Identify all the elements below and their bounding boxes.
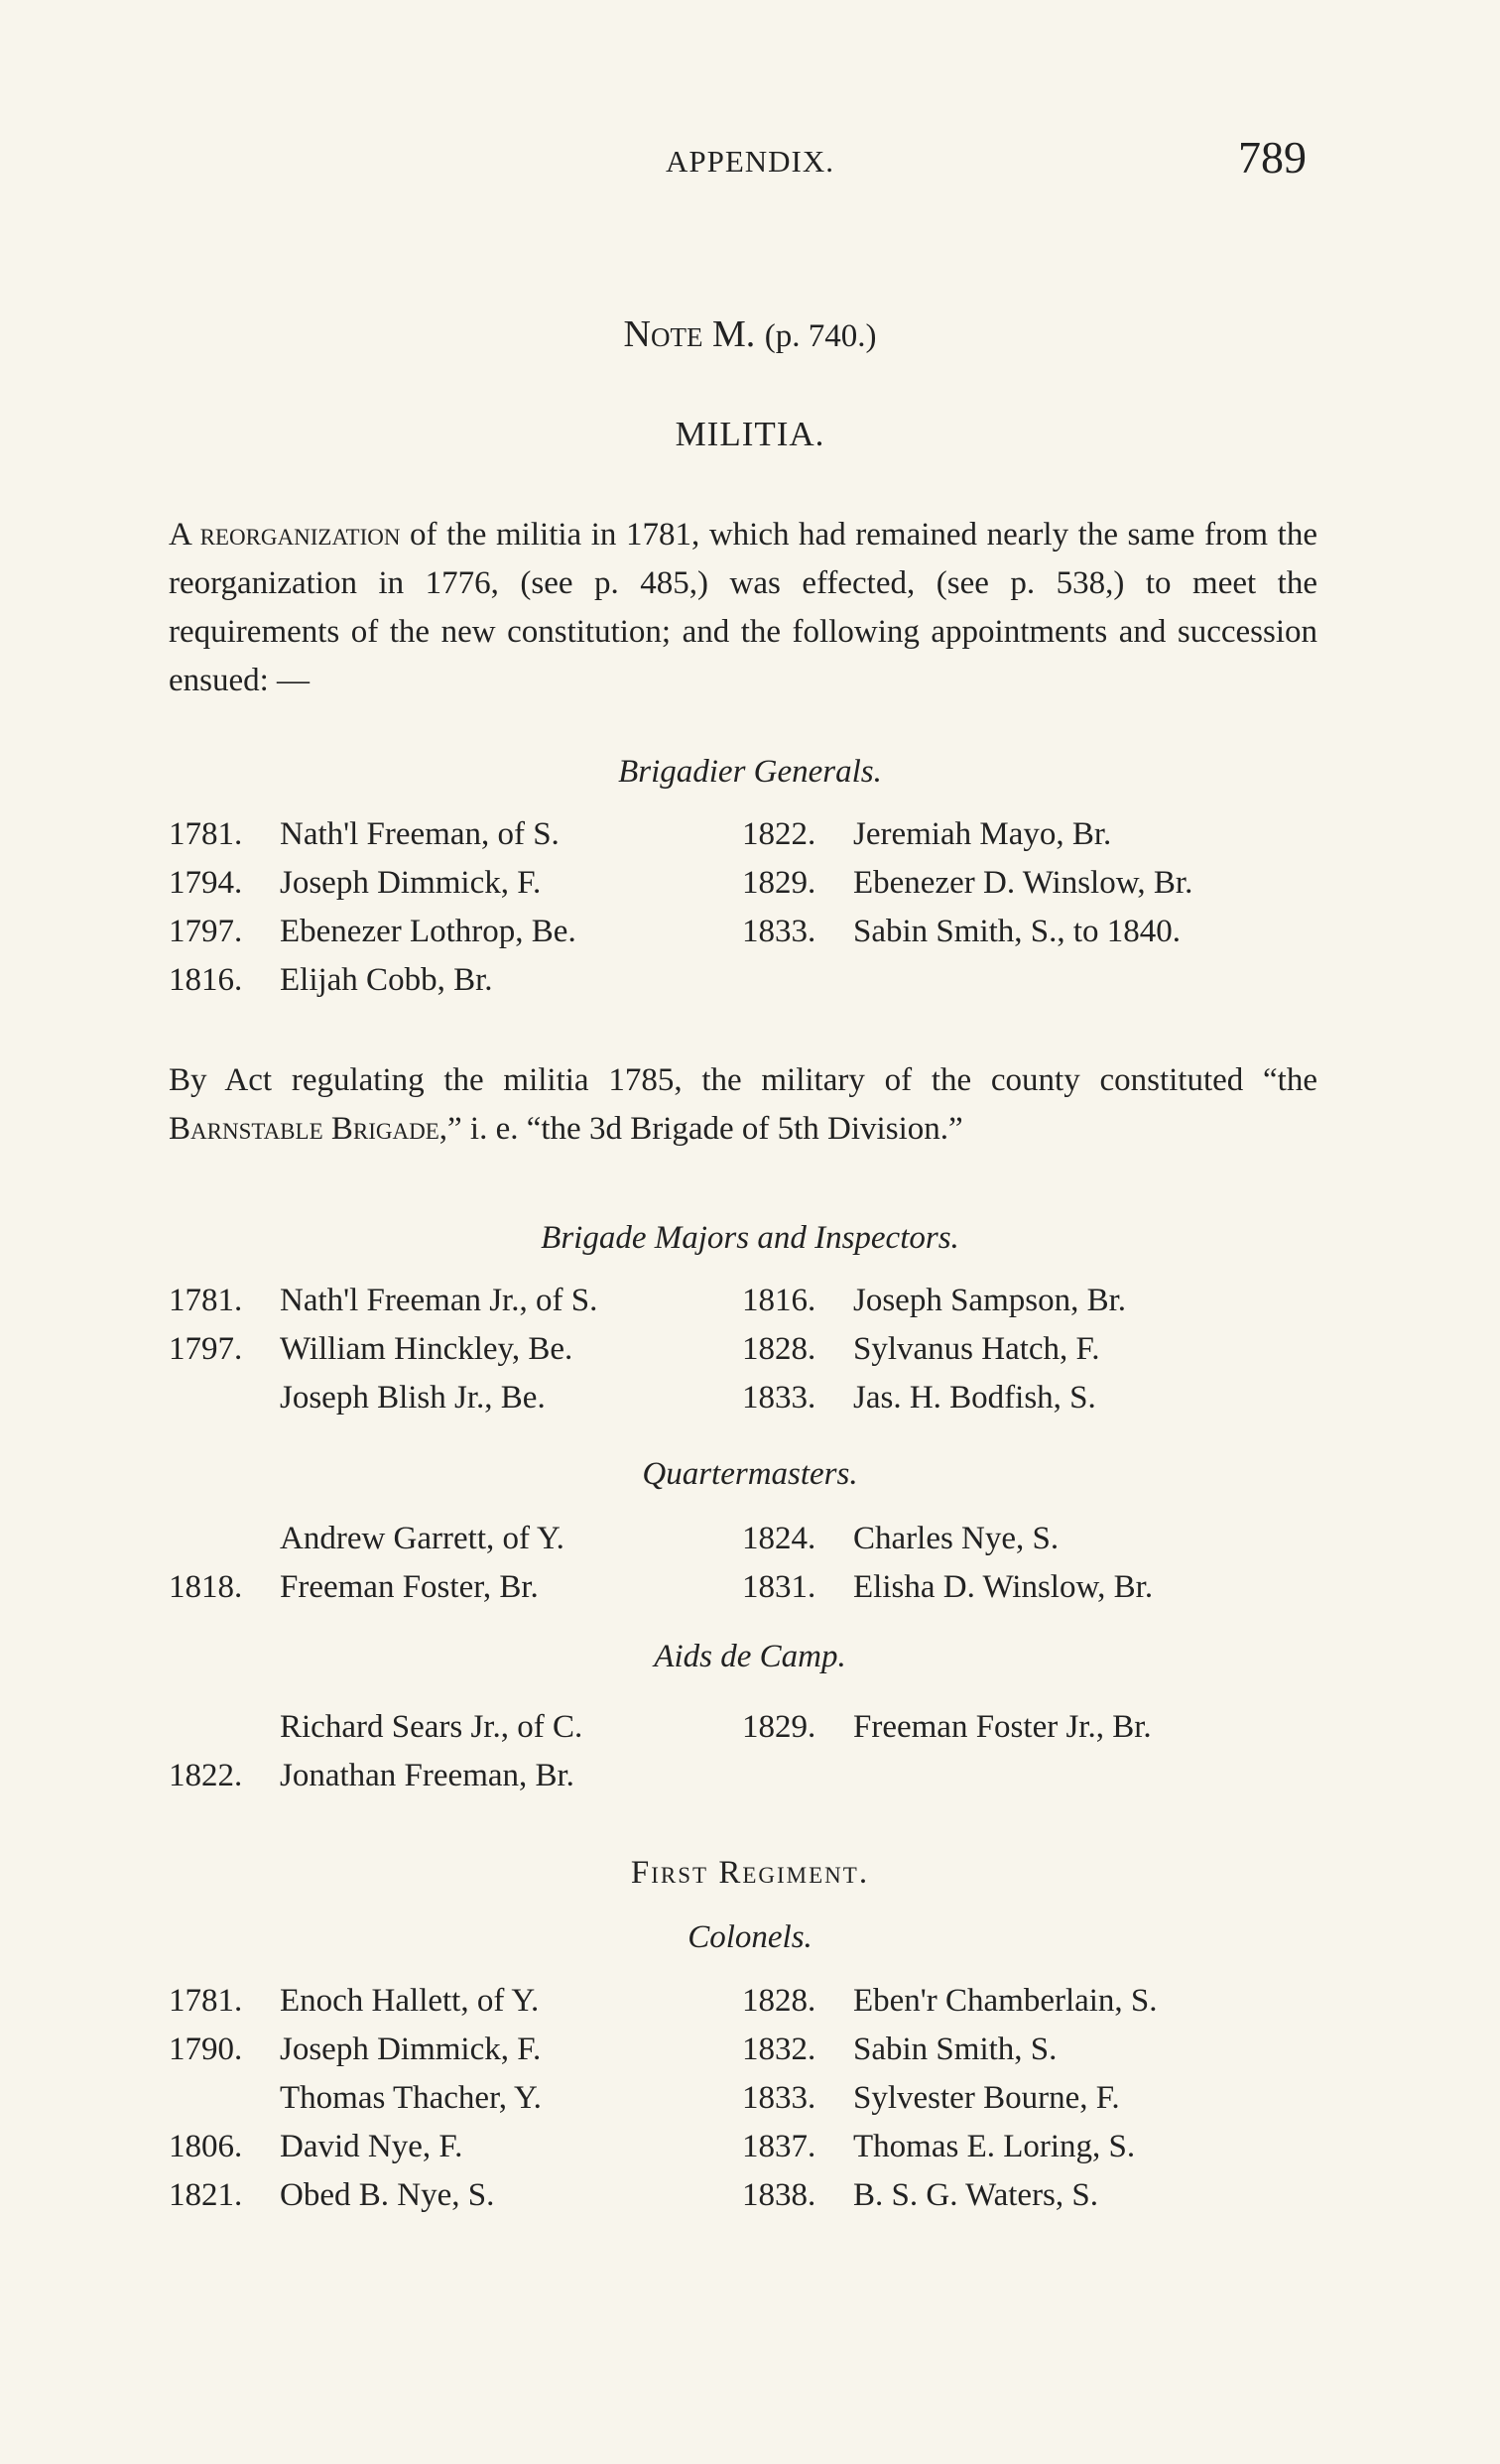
list-item [169, 1374, 546, 1422]
brigadier-generals-heading: Brigadier Generals. [618, 754, 882, 790]
entry-year: 1818. [169, 1569, 243, 1605]
act-brigade-name: Barnstable Brigade [169, 1111, 439, 1147]
entry-name: Sylvanus Hatch, F. [853, 1331, 1100, 1367]
entry-year: 1816. [742, 1283, 816, 1318]
intro-lead: A reorganization [169, 517, 401, 553]
list-item [742, 1325, 1100, 1374]
list-item [742, 908, 1181, 956]
list-item [169, 956, 493, 1005]
entry-name: Joseph Dimmick, F. [280, 865, 542, 901]
entry-year: 1781. [169, 1283, 243, 1318]
entry-year: 1831. [742, 1569, 816, 1605]
list-item [169, 1977, 539, 2026]
entry-name: Elisha D. Winslow, Br. [853, 1569, 1154, 1605]
intro-text: of the militia in 1781, which had remained nearly the same from the reorganization in 1776, (see p. 485,) was effected, (see p. 538,) to meet the requirements of the new constitution; and the following appointments and succession ensued: — [169, 517, 1317, 698]
entry-year: 1833. [742, 2080, 816, 2116]
act-text-2: ,” i. e. “the 3d Brigade of 5th Division.” [438, 1111, 963, 1147]
entry-name: Obed B. Nye, S. [280, 2177, 495, 2213]
list-item [169, 859, 541, 908]
list-item [742, 2123, 1135, 2171]
first-regiment-heading: First Regiment. [630, 1855, 870, 1891]
entry-name: Freeman Foster, Br. [280, 1569, 539, 1605]
entry-name: Andrew Garrett, of Y. [280, 1521, 564, 1556]
entry-name: Jas. H. Bodfish, S. [853, 1380, 1096, 1416]
entry-year: 1806. [169, 2129, 243, 2164]
entry-year: 1821. [169, 2177, 243, 2213]
list-item [742, 2026, 1057, 2074]
entry-name: Jeremiah Mayo, Br. [853, 816, 1112, 852]
entry-name: William Hinckley, Be. [280, 1331, 573, 1367]
list-item [742, 1515, 1059, 1563]
list-item [742, 2171, 1098, 2220]
entry-name: Sabin Smith, S. [853, 2032, 1058, 2067]
entry-name: Joseph Blish Jr., Be. [280, 1380, 546, 1416]
list-item [169, 2074, 542, 2123]
entry-year: 1822. [169, 1758, 243, 1793]
entry-name: David Nye, F. [280, 2129, 463, 2164]
entry-year: 1829. [742, 865, 816, 901]
list-item [742, 1977, 1158, 2026]
list-item [169, 1752, 574, 1800]
entry-year: 1824. [742, 1521, 816, 1556]
entry-name: Charles Nye, S. [853, 1521, 1060, 1556]
entry-name: Elijah Cobb, Br. [280, 962, 493, 998]
entry-year: 1828. [742, 1983, 816, 2019]
list-item [169, 1703, 582, 1752]
entry-year: 1794. [169, 865, 243, 901]
entry-name: Joseph Dimmick, F. [280, 2032, 542, 2067]
list-item [169, 1515, 564, 1563]
entry-year: 1828. [742, 1331, 816, 1367]
list-item [742, 2074, 1120, 2123]
entry-name: Joseph Sampson, Br. [853, 1283, 1127, 1318]
section-title: MILITIA. [675, 415, 825, 453]
running-header: APPENDIX. [665, 144, 835, 179]
list-item [169, 810, 560, 859]
list-item [742, 859, 1192, 908]
entry-name: B. S. G. Waters, S. [853, 2177, 1099, 2213]
act-paragraph [169, 1056, 1317, 1154]
entry-name: Richard Sears Jr., of C. [280, 1709, 583, 1745]
entry-name: Thomas E. Loring, S. [853, 2129, 1136, 2164]
list-item [169, 1563, 539, 1612]
act-text-1: By Act regulating the militia 1785, the military of the county constituted “the [169, 1062, 1317, 1098]
colonels-heading: Colonels. [688, 1919, 812, 1955]
list-item [742, 810, 1111, 859]
entry-name: Sylvester Bourne, F. [853, 2080, 1120, 2116]
note-title [0, 312, 1500, 356]
note-label: Note M. [623, 313, 756, 355]
entry-year: 1833. [742, 1380, 816, 1416]
list-item [169, 908, 576, 956]
list-item [742, 1563, 1153, 1612]
entry-name: Enoch Hallett, of Y. [280, 1983, 540, 2019]
list-item [169, 1325, 572, 1374]
list-item [169, 2026, 541, 2074]
list-item [742, 1277, 1126, 1325]
brigade-majors-heading: Brigade Majors and Inspectors. [541, 1220, 959, 1256]
entry-year: 1833. [742, 914, 816, 949]
aids-de-camp-heading: Aids de Camp. [654, 1639, 846, 1674]
list-item [742, 1374, 1096, 1422]
entry-year: 1838. [742, 2177, 816, 2213]
entry-name: Nath'l Freeman, of S. [280, 816, 560, 852]
entry-name: Nath'l Freeman Jr., of S. [280, 1283, 598, 1318]
entry-year: 1790. [169, 2032, 243, 2067]
entry-year: 1822. [742, 816, 816, 852]
entry-year: 1781. [169, 1983, 243, 2019]
entry-name: Eben'r Chamberlain, S. [853, 1983, 1158, 2019]
note-page-ref: (p. 740.) [764, 318, 877, 354]
entry-name: Freeman Foster Jr., Br. [853, 1709, 1152, 1745]
list-item [169, 2123, 462, 2171]
list-item [169, 1277, 597, 1325]
entry-name: Ebenezer Lothrop, Be. [280, 914, 576, 949]
entry-name: Jonathan Freeman, Br. [280, 1758, 574, 1793]
quartermasters-heading: Quartermasters. [642, 1456, 858, 1492]
entry-name: Thomas Thacher, Y. [280, 2080, 542, 2116]
entry-name: Ebenezer D. Winslow, Br. [853, 865, 1193, 901]
entry-name: Sabin Smith, S., to 1840. [853, 914, 1182, 949]
page-number: 789 [1238, 132, 1307, 183]
list-item [742, 1703, 1152, 1752]
intro-paragraph [169, 511, 1317, 705]
list-item [169, 2171, 494, 2220]
entry-year: 1832. [742, 2032, 816, 2067]
entry-year: 1816. [169, 962, 243, 998]
entry-year: 1829. [742, 1709, 816, 1745]
entry-year: 1797. [169, 1331, 243, 1367]
entry-year: 1797. [169, 914, 243, 949]
entry-year: 1837. [742, 2129, 816, 2164]
entry-year: 1781. [169, 816, 243, 852]
